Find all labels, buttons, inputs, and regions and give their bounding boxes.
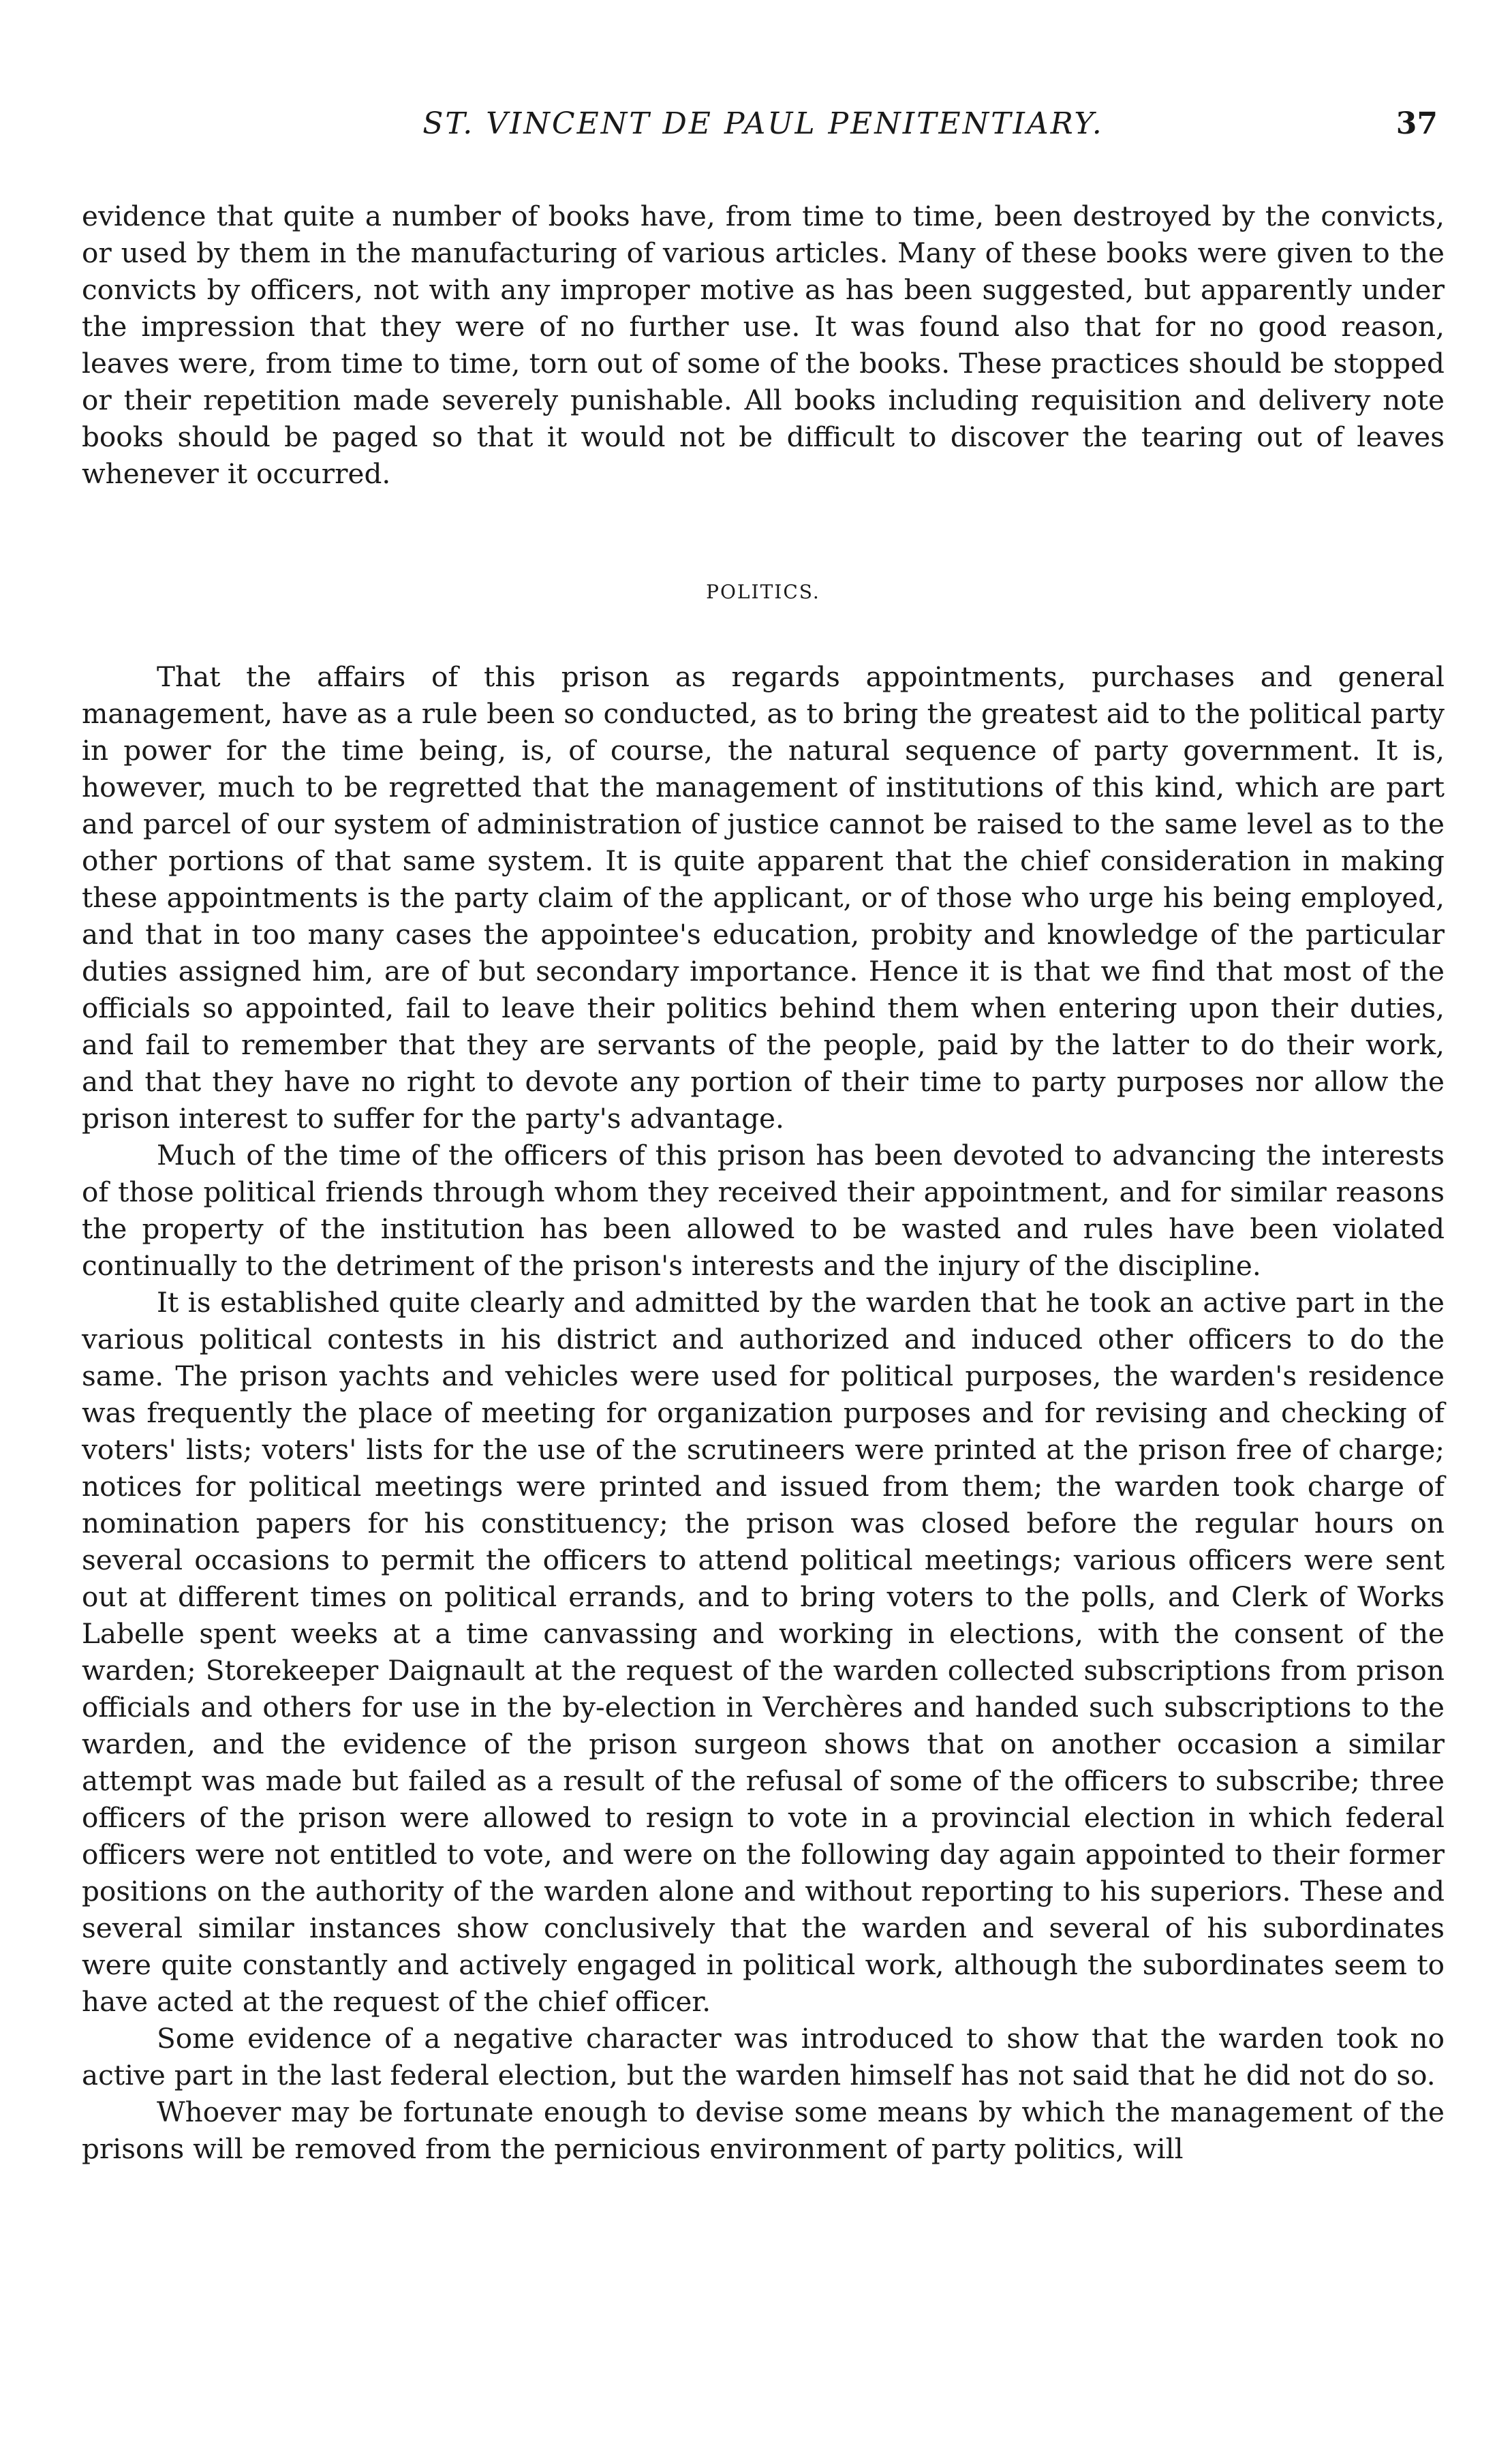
page-header <box>82 102 1445 157</box>
paragraph-negative-evidence: Some evidence of a negative character was introduced to show that the warden took no active part in the last federal election, but the warden himself has not said that he did not do so. <box>82 2022 1445 2091</box>
paragraph-whoever: Whoever may be fortunate enough to devise some means by which the management of the prisons will be removed from the pernicious environment of party politics, will <box>82 2096 1445 2165</box>
paragraph-warden-activity: It is established quite clearly and admitted by the warden that he took an active part in the various political contests in his district and authorized and induced other officers to do the same. The prison yachts and vehicles were used for political purposes, the warden's residence was frequently the place of meeting for organization purposes and for revising and checking of voters' lists; voters' lists for the use of the scrutineers were printed at the prison free of charge; notices for political meetings were printed and issued from them; the warden took charge of nomination papers for his constituency; the prison was closed before the regular hours on several occasions to permit the officers to attend political meetings; various officers were sent out at different times on political errands, and to bring voters to the polls, and Clerk of Works Labelle spent weeks at a time canvassing and working in elections, with the consent of the warden; Storekeeper Daignault at the request of the warden collected subscriptions from prison officials and others for use in the by-election in Verchères and handed such subscriptions to the warden, and the evidence of the prison surgeon shows that on another occasion a similar attempt was made but failed as a result of the refusal of some of the officers to subscribe; three officers of the prison were allowed to resign to vote in a provincial election in which federal officers were not entitled to vote, and were on the following day again appointed to their former positions on the authority of the warden alone and without reporting to his superiors. These and several similar instances show conclusively that the warden and several of his subordinates were quite constantly and actively engaged in political work, although the subordinates seem to have acted at the request of the chief officer. <box>82 1286 1445 2018</box>
running-title: ST. VINCENT DE PAUL PENITENTIARY. <box>422 106 1104 141</box>
section-heading-politics: POLITICS. <box>706 581 820 603</box>
paragraph-officers-time: Much of the time of the officers of this prison has been devoted to advancing the interests of those political friends through whom they received their appointment, and for similar reasons the property of the institution has been allowed to be wasted and rules have been violated continually to the detriment of the prison's interests and the injury of the discipline. <box>82 1139 1445 1282</box>
body-text <box>82 198 1445 2167</box>
paragraph-politics-intro: That the affairs of this prison as regards appointments, purchases and general management, have as a rule been so conducted, as to bring the greatest aid to the political party in power for the time being, is, of course, the natural sequence of party government. It is, however, much to be regretted that the management of institutions of this kind, which are part and parcel of our system of administration of justice cannot be raised to the same level as to the other portions of that same system. It is quite apparent that the chief consideration in making these appointments is the party claim of the applicant, or of those who urge his being employed, and that in too many cases the appointee's education, probity and knowledge of the particular duties assigned him, are of but secondary importance. Hence it is that we find that most of the officials so appointed, fail to leave their politics behind them when entering upon their duties, and fail to remember that they are servants of the people, paid by the latter to do their work, and that they have no right to devote any portion of their time to party purposes nor allow the prison interest to suffer for the party's advantage. <box>82 660 1445 1135</box>
paragraph-books-continuation: evidence that quite a number of books have, from time to time, been destroyed by the convicts, or used by them in the manufacturing of various articles. Many of these books were given to the convicts by officers, not with any improper motive as has been suggested, but apparently under the impression that they were of no further use. It was found also that for no good reason, leaves were, from time to time, torn out of some of the books. These practices should be stopped or their repetition made severely punishable. All books including requisition and delivery note books should be paged so that it would not be difficult to discover the tearing out of leaves whenever it occurred. <box>82 200 1445 490</box>
page-number: 37 <box>1395 106 1438 141</box>
